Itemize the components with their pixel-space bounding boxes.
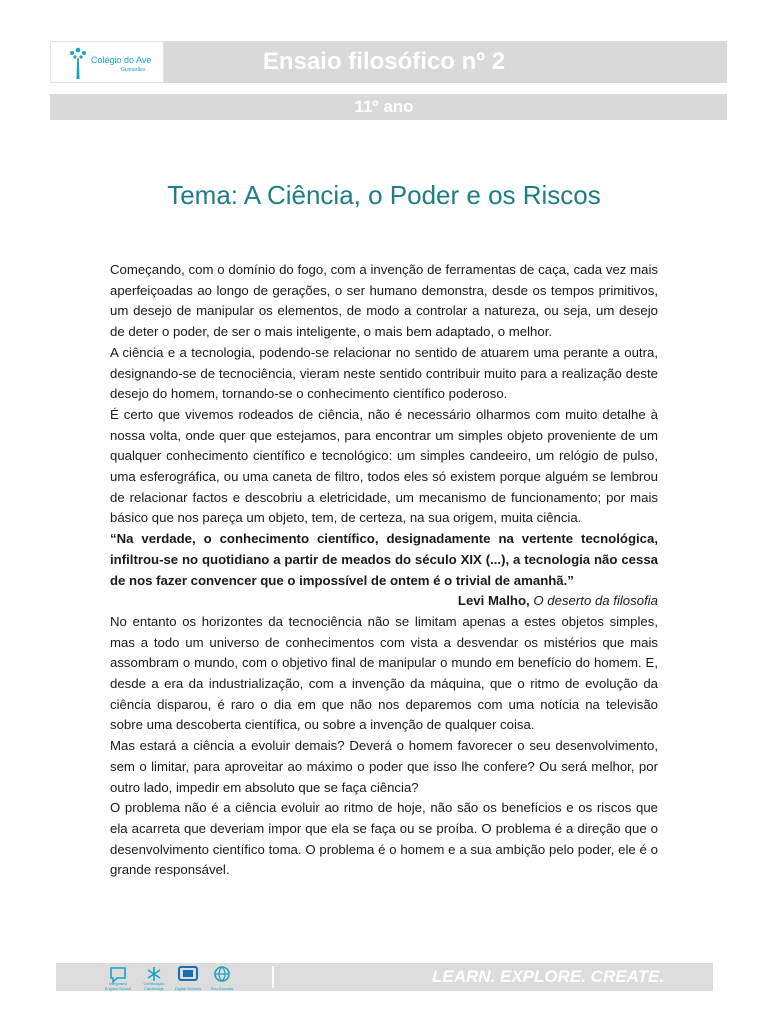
paragraph: Começando, com o domínio do fogo, com a invenção de ferramentas de caça, cada vez mais aperfeiçoadas ao longo de gerações, o ser humano demonstra, desde os tempos primitivos, um desejo de manipular os elementos, de modo a controlar a natureza, ou seja, um desejo de deter o poder, de ser o mais inteligente, o mais bem adaptado, o melhor.	[110, 262, 658, 340]
block-quote: “Na verdade, o conhecimento científico, designadamente na vertente tecnológica, infiltrou-se no quotidiano a partir de meados do século XIX (...), a tecnologia não cessa de nos fazer convencer que o impossível de ontem é o trivial de amanhã.”	[110, 531, 658, 588]
logo-subtitle: Guimarães	[121, 67, 146, 73]
footer-icon-label: Digital Schools	[174, 986, 202, 991]
logo-name: Colégio do Ave	[91, 55, 152, 65]
footer-divider	[272, 966, 274, 988]
quote-book: O deserto da filosofia	[533, 593, 658, 609]
document-grade: 11º ano	[354, 97, 414, 116]
document-title: Ensaio filosófico nº 2	[262, 48, 506, 75]
snowflake-icon	[140, 965, 168, 991]
chat-bubble-icon	[104, 965, 132, 991]
paragraph: O problema não é a ciência evoluir ao ritmo de hoje, não são os benefícios e os riscos que ela acarreta que deveriam impor que ela se faça ou se proíba. O problema é a direção que o desenvolvimento científico toma. O problema é o homem e a sua ambição pelo poder, ele é o grande responsável.	[110, 800, 658, 878]
footer-icon-label: Eco-Escolas	[210, 986, 234, 991]
essay-theme-heading: Tema: A Ciência, o Poder e os Riscos	[167, 180, 601, 210]
footer-certifications	[56, 963, 276, 991]
paragraph: A ciência e a tecnologia, podendo-se relacionar no sentido de atuarem uma perante a outra, designando-se de tecnociência, vieram neste sentido contribuir muito para a realização deste desejo do homem, tornando-se o conhecimento científico poderoso.	[110, 344, 658, 402]
quote-citation	[110, 591, 658, 612]
monitor-icon	[174, 965, 202, 991]
school-logo	[50, 41, 164, 83]
essay-body	[110, 260, 658, 881]
footer-icon-label: Certificação Cambridge	[143, 981, 165, 991]
footer-slogan: LEARN. EXPLORE. CREATE.	[432, 967, 665, 986]
globe-icon	[208, 965, 236, 991]
quote-author: Levi Malho,	[457, 593, 534, 609]
palm-tree-icon	[65, 46, 91, 80]
footer-icon-label: Integrated English School	[104, 981, 132, 991]
paragraph: É certo que vivemos rodeados de ciência, não é necessário olharmos com muito detalhe à nossa volta, onde quer que estejamos, para encontrar um simples objeto proveniente de um qualquer conhecimento científico e tecnológico: um simples candeeiro, um relógio de pulso, uma esferográfica, ou uma caneta de filtro, todos eles só existem porque alguém se lembrou de relacionar factos e descobriu a eletricidade, um mecanismo de funcionamento; por mais básico que nos pareça um objeto, tem, de certeza, na sua origem, muita ciência.	[110, 406, 658, 526]
paragraph: No entanto os horizontes da tecnociência não se limitam apenas a estes objetos simples, mas a todo um universo de conhecimentos com vista a desvendar os mistérios que mais assombram o mundo, com o objetivo final de manipular o mundo em benefício do homem. E, desde a era da industrialização, com a invenção da máquina, que o ritmo de evolução da ciência disparou, é raro o dia em que não nos deparemos com uma notícia na televisão sobre uma descoberta científica, ou sobre a invenção de qualquer coisa.	[110, 613, 658, 733]
paragraph: Mas estará a ciência a evoluir demais? Deverá o homem favorecer o seu desenvolvimento, sem o limitar, para aproveitar ao máximo o poder que isso lhe confere? Ou será melhor, por outro lado, impedir em absoluto que se faça ciência?	[110, 738, 658, 795]
